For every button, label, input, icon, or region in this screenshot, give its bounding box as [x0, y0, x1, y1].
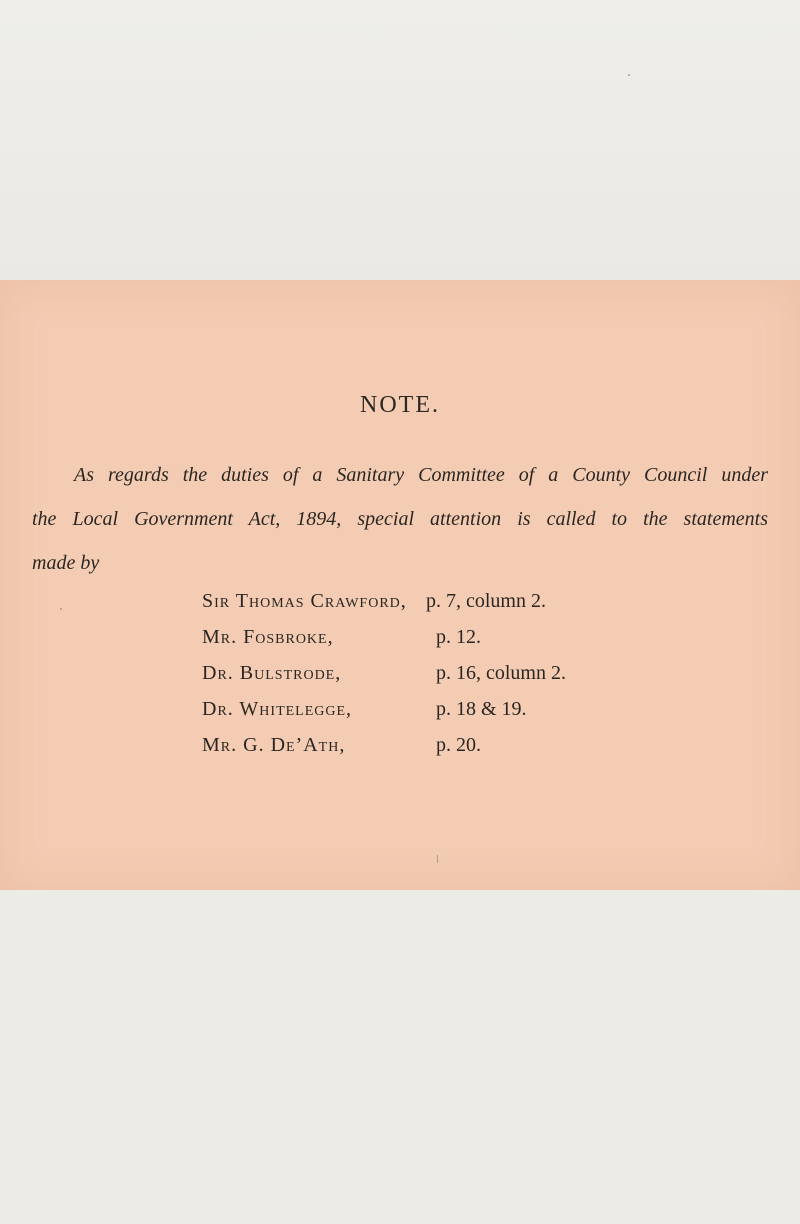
note-title: NOTE. — [360, 392, 440, 418]
paper-speck — [437, 855, 438, 863]
reference-list — [202, 590, 622, 770]
note-slip — [0, 280, 800, 890]
page-background-bottom — [0, 890, 800, 1224]
reference-row — [202, 626, 622, 662]
reference-page: p. 7, column 2. — [426, 590, 546, 612]
reference-page: p. 16, column 2. — [436, 662, 566, 684]
reference-name: Dr. Bulstrode, — [202, 662, 342, 684]
reference-row — [202, 734, 622, 770]
reference-row — [202, 662, 622, 698]
reference-name: Mr. G. De’Ath, — [202, 734, 346, 756]
reference-page: p. 18 & 19. — [436, 698, 527, 720]
reference-row — [202, 590, 622, 626]
reference-name: Dr. Whitelegge, — [202, 698, 353, 720]
paragraph-line-1: As regards the duties of a Sanitary Committee of a County Council under — [74, 464, 768, 486]
reference-page: p. 12. — [436, 626, 481, 648]
paragraph-line-3: made by — [32, 552, 100, 574]
paragraph-line-2: the Local Government Act, 1894, special attention is called to the statements — [32, 508, 768, 530]
paper-speck — [60, 608, 62, 610]
reference-row — [202, 698, 622, 734]
reference-name: Mr. Fosbroke, — [202, 626, 334, 648]
reference-page: p. 20. — [436, 734, 481, 756]
paper-speck — [628, 74, 630, 76]
page-background-top — [0, 0, 800, 282]
reference-name: Sir Thomas Crawford, — [202, 590, 407, 612]
